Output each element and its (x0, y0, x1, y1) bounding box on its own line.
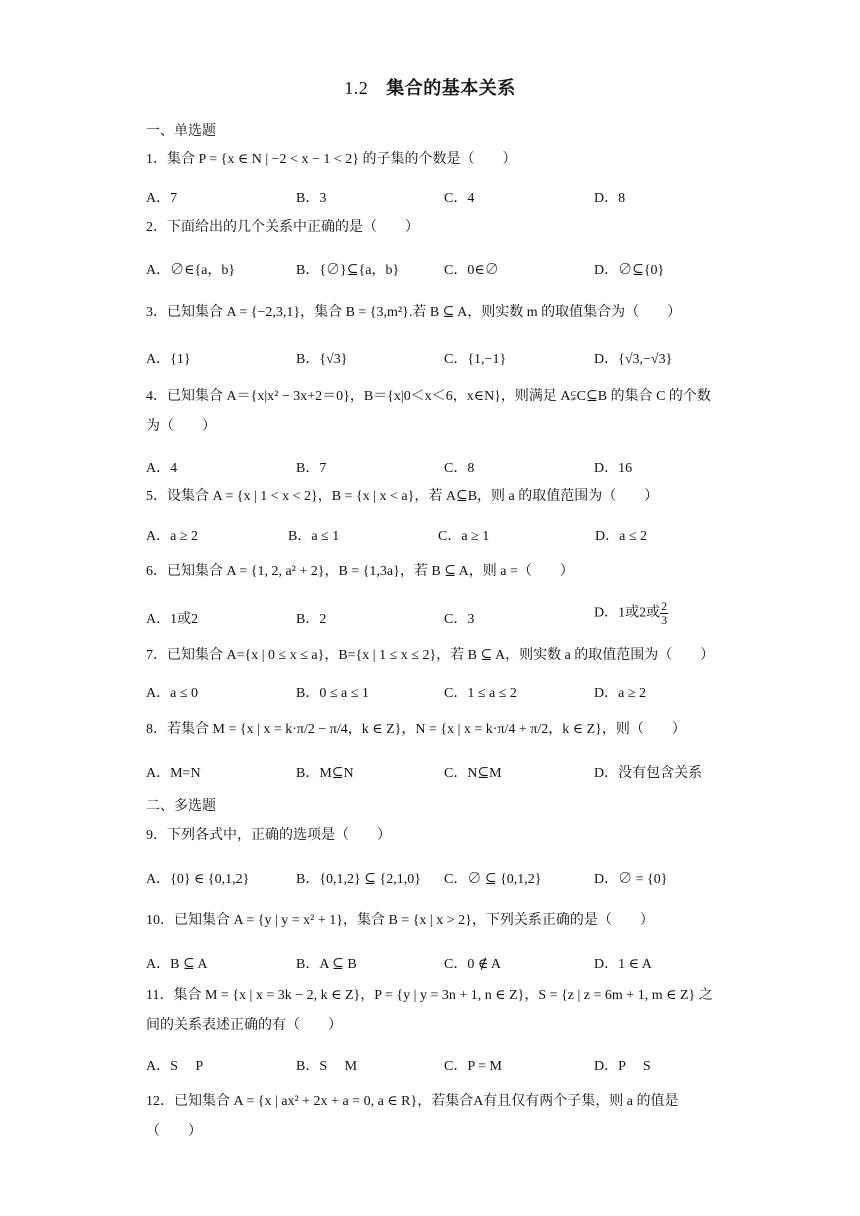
question-3-text: 3．已知集合 A = {−2,3,1}，集合 B = {3,m²}.若 B ⊆ A，则实数 m 的取值集合为（ ） (146, 305, 682, 320)
title-number: 1.2 (344, 78, 369, 98)
option-a[interactable]: A．∅∈{a，b} (146, 263, 236, 278)
option-d[interactable]: D．∅⊆{0} (594, 263, 665, 278)
question-3-options (146, 348, 746, 372)
option-c[interactable]: C．a ≥ 1 (438, 529, 490, 544)
option-c[interactable]: C．3 (444, 612, 475, 627)
question-7-text: 7．已知集合 A={x | 0 ≤ x ≤ a}，B={x | 1 ≤ x ≤ 2}，若 B ⊆ A，则实数 a 的取值范围为（ ） (146, 648, 715, 663)
question-12-text: 12．已知集合 A = {x | ax² + 2x + a = 0, a ∈ R}，若集合A有且仅有两个子集，则 a 的值是（ ） (146, 1094, 679, 1139)
question-7-options (146, 682, 746, 706)
question-1-text: 1．集合 P = {x ∈ N | −2 < x − 1 < 2} 的子集的个数是（ ） (146, 152, 517, 167)
option-a[interactable]: A．{0} ∈ {0,1,2} (146, 872, 250, 887)
option-a[interactable]: A．1或2 (146, 612, 199, 627)
question-6-options (146, 599, 746, 632)
fraction-denominator: 3 (661, 613, 668, 627)
question-4-options (146, 457, 746, 481)
option-a[interactable]: A．B ⊆ A (146, 957, 208, 972)
page-title (0, 74, 860, 100)
option-a[interactable]: A．a ≤ 0 (146, 686, 199, 701)
option-d[interactable] (594, 600, 668, 627)
question-4-text: 4．已知集合 A＝{x|x² − 3x+2＝0}，B＝{x|0＜x＜6，x∈N}，则满足 A⫋C⊆B 的集合 C 的个数为（ ） (146, 389, 711, 434)
question-10-options (146, 953, 746, 977)
option-b[interactable]: B．0 ≤ a ≤ 1 (296, 686, 369, 701)
option-d[interactable]: D．P S (594, 1059, 651, 1074)
question-11-text: 11．集合 M = {x | x = 3k − 2, k ∈ Z}，P = {y | y = 3n + 1, n ∈ Z}，S = {z | z = 6m + 1, m ∈ Z} 之间的关系表述正确的有（ ） (146, 988, 713, 1033)
option-b[interactable]: B．7 (296, 461, 327, 476)
option-b[interactable]: B．{0,1,2} ⊆ {2,1,0} (296, 872, 421, 887)
option-c[interactable]: C．∅ ⊆ {0,1,2} (444, 872, 542, 887)
option-b[interactable]: B．3 (296, 191, 327, 206)
question-1-options (146, 187, 746, 211)
question-11-options (146, 1055, 746, 1079)
option-d[interactable]: D．没有包含关系 (594, 766, 703, 781)
option-a[interactable]: A．S P (146, 1059, 204, 1074)
option-a[interactable]: A．4 (146, 461, 178, 476)
option-a[interactable]: A．7 (146, 191, 178, 206)
question-10-text: 10．已知集合 A = {y | y = x² + 1}，集合 B = {x | x > 2}，下列关系正确的是（ ） (146, 913, 654, 928)
option-a[interactable]: A．a ≥ 2 (146, 529, 199, 544)
option-b[interactable]: B．{∅}⊆{a，b} (296, 263, 400, 278)
question-2-options (146, 259, 746, 283)
option-b[interactable]: B．2 (296, 612, 327, 627)
question-6-text: 6．已知集合 A = {1, 2, a² + 2}，B = {1,3a}，若 B ⊆ A，则 a =（ ） (146, 564, 574, 579)
option-a[interactable]: A．{1} (146, 352, 191, 367)
option-d[interactable]: D．1 ∈ A (594, 957, 652, 972)
option-c[interactable]: C．N⊆M (444, 766, 502, 781)
fraction-numerator: 2 (661, 599, 668, 613)
option-c[interactable]: C．1 ≤ a ≤ 2 (444, 686, 517, 701)
question-9-options (146, 868, 746, 892)
option-c[interactable]: C．4 (444, 191, 475, 206)
option-d[interactable]: D．∅ = {0} (594, 872, 668, 887)
option-a[interactable]: A．M=N (146, 766, 201, 781)
question-8-options (146, 762, 746, 786)
option-b[interactable]: B．M⊆N (296, 766, 354, 781)
option-b[interactable]: B．S M (296, 1059, 358, 1074)
question-2-text: 2．下面给出的几个关系中正确的是（ ） (146, 220, 419, 235)
option-d[interactable]: D．16 (594, 461, 633, 476)
option-b[interactable]: B．A ⊆ B (296, 957, 357, 972)
question-9-text: 9．下列各式中，正确的选项是（ ） (146, 828, 391, 843)
title-text: 集合的基本关系 (386, 78, 516, 98)
question-8-text: 8．若集合 M = {x | x = k·π/2 − π/4，k ∈ Z}，N = {x | x = k·π/4 + π/2，k ∈ Z}，则（ ） (146, 722, 686, 737)
section-single-choice: 一、单选题 (146, 124, 216, 139)
option-c[interactable]: C．P = M (444, 1059, 502, 1074)
fraction-two-thirds (660, 600, 668, 627)
option-d-text: D．1或2或 (594, 605, 661, 621)
option-d[interactable]: D．{√3,−√3} (594, 352, 673, 367)
question-5-options (146, 525, 746, 549)
question-5-text: 5．设集合 A = {x | 1 < x < 2}，B = {x | x < a}，若 A⊆B，则 a 的取值范围为（ ） (146, 489, 659, 504)
option-b[interactable]: B．{√3} (296, 352, 348, 367)
option-c[interactable]: C．0 ∉ A (444, 957, 502, 972)
option-c[interactable]: C．0∈∅ (444, 263, 499, 278)
option-c[interactable]: C．{1,−1} (444, 352, 507, 367)
option-b[interactable]: B．a ≤ 1 (288, 529, 340, 544)
option-d[interactable]: D．a ≥ 2 (594, 686, 647, 701)
option-d[interactable]: D．8 (594, 191, 626, 206)
option-d[interactable]: D．a ≤ 2 (595, 529, 648, 544)
section-multiple-choice: 二、多选题 (146, 799, 216, 814)
option-c[interactable]: C．8 (444, 461, 475, 476)
